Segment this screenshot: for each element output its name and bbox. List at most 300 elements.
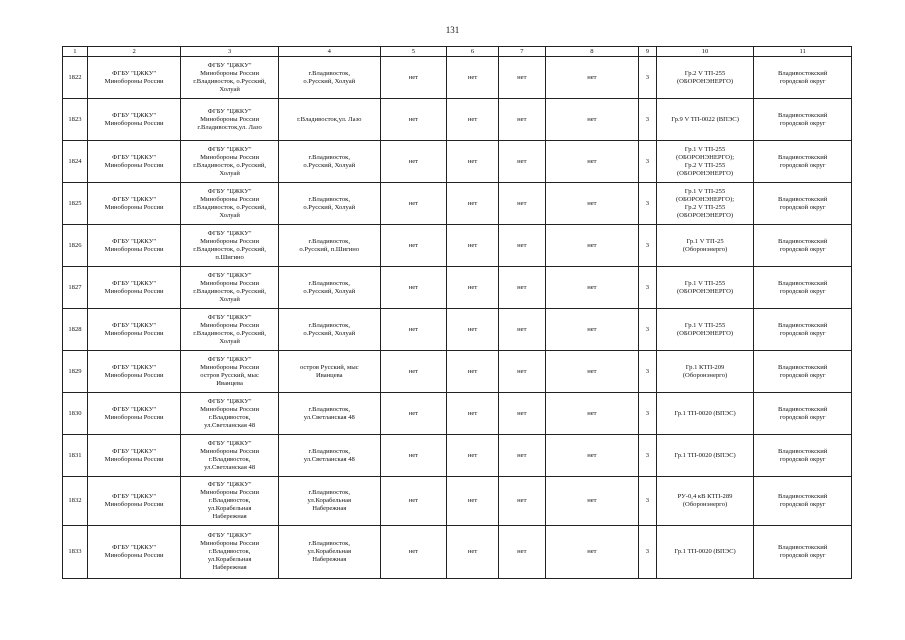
power-source-cell-line: Гр.2 V ТП-255 bbox=[684, 203, 726, 211]
column-9-cell: 3 bbox=[639, 57, 657, 99]
address-cell-line: о.Русский, Холуай bbox=[303, 287, 356, 295]
district-cell-line: Владивостокский bbox=[778, 153, 828, 161]
column-7-cell: нет bbox=[498, 526, 545, 579]
district-cell bbox=[754, 183, 852, 225]
district-cell-line: Владивостокский bbox=[778, 405, 828, 413]
owner-cell-line: Минобороны России bbox=[200, 363, 260, 371]
column-9-cell: 3 bbox=[639, 225, 657, 267]
district-cell bbox=[754, 351, 852, 393]
org-cell-line: ФГБУ "ЦЖКУ" bbox=[112, 69, 157, 77]
power-source-cell bbox=[656, 57, 754, 99]
row-number-cell: 1829 bbox=[63, 351, 88, 393]
column-9-cell: 3 bbox=[639, 351, 657, 393]
table-row bbox=[63, 526, 852, 579]
address-cell-line: г.Владивосток, bbox=[308, 237, 351, 245]
column-6-cell: нет bbox=[447, 141, 499, 183]
column-8-cell: нет bbox=[545, 57, 638, 99]
owner-cell-line: ФГБУ "ЦЖКУ" bbox=[207, 532, 252, 539]
column-header: 1 bbox=[63, 47, 88, 57]
district-cell-line: городской округ bbox=[779, 287, 826, 295]
owner-cell-line: ул.Светланская 48 bbox=[204, 463, 256, 471]
column-8-cell: нет bbox=[545, 526, 638, 579]
owner-cell bbox=[181, 57, 279, 99]
district-cell bbox=[754, 435, 852, 477]
power-source-cell bbox=[656, 225, 754, 267]
column-6-cell: нет bbox=[447, 435, 499, 477]
org-cell-line: Минобороны России bbox=[104, 203, 164, 211]
owner-cell-line: Минобороны России bbox=[200, 447, 260, 455]
table-row bbox=[63, 435, 852, 477]
owner-cell-line: г.Владивосток, о.Русский, bbox=[193, 287, 267, 295]
owner-cell-line: Минобороны России bbox=[200, 153, 260, 161]
owner-cell bbox=[181, 351, 279, 393]
address-cell-line: ул.Светланская 48 bbox=[303, 455, 355, 463]
org-cell-line: Минобороны России bbox=[104, 287, 164, 295]
table-row bbox=[63, 57, 852, 99]
address-cell-line: г.Владивосток, bbox=[308, 447, 351, 455]
org-cell-line: Минобороны России bbox=[104, 501, 164, 508]
district-cell-line: Владивостокский bbox=[778, 363, 828, 371]
district-cell bbox=[754, 477, 852, 526]
power-source-cell-line: (ОБОРОНЭНЕРГО); bbox=[676, 153, 735, 161]
address-cell bbox=[278, 477, 380, 526]
owner-cell-line: остров Русский, мыс bbox=[200, 371, 259, 379]
org-cell-line: Минобороны России bbox=[104, 413, 164, 421]
owner-cell bbox=[181, 526, 279, 579]
table-row bbox=[63, 351, 852, 393]
column-header: 9 bbox=[639, 47, 657, 57]
org-cell-line: ФГБУ "ЦЖКУ" bbox=[112, 363, 157, 371]
owner-cell-line: Минобороны России bbox=[200, 405, 260, 413]
column-6-cell: нет bbox=[447, 309, 499, 351]
org-cell bbox=[87, 267, 180, 309]
power-source-cell-line: (ОБОРОНЭНЕРГО) bbox=[676, 329, 734, 337]
district-cell-line: городской округ bbox=[779, 329, 826, 337]
power-source-cell bbox=[656, 141, 754, 183]
owner-cell-line: ул.Корабельная bbox=[207, 556, 252, 563]
org-cell-line: ФГБУ "ЦЖКУ" bbox=[112, 237, 157, 245]
address-cell-line: г.Владивосток, bbox=[308, 405, 351, 413]
column-7-cell: нет bbox=[498, 225, 545, 267]
table-row bbox=[63, 393, 852, 435]
address-cell bbox=[278, 435, 380, 477]
power-source-cell-line: Гр.1 КТП-209 bbox=[685, 363, 725, 371]
column-8-cell: нет bbox=[545, 477, 638, 526]
org-cell bbox=[87, 351, 180, 393]
column-6-cell: нет bbox=[447, 183, 499, 225]
page-number: 131 bbox=[445, 25, 460, 35]
district-cell-line: городской округ bbox=[779, 413, 826, 421]
power-source-cell-line: Гр.1 V ТП-255 bbox=[684, 187, 726, 195]
owner-cell-line: г.Владивосток, о.Русский, bbox=[193, 329, 267, 337]
owner-cell bbox=[181, 309, 279, 351]
address-cell-line: г.Владивосток, bbox=[308, 489, 351, 496]
address-cell bbox=[278, 225, 380, 267]
power-source-cell bbox=[656, 309, 754, 351]
table-row bbox=[63, 141, 852, 183]
column-7-cell: нет bbox=[498, 309, 545, 351]
power-source-cell-line: (ОБОРОНЭНЕРГО) bbox=[676, 77, 734, 85]
column-9-cell: 3 bbox=[639, 435, 657, 477]
org-cell-line: ФГБУ "ЦЖКУ" bbox=[112, 493, 157, 500]
district-cell bbox=[754, 57, 852, 99]
column-9-cell: 3 bbox=[639, 141, 657, 183]
owner-cell-line: ФГБУ "ЦЖКУ" bbox=[207, 271, 252, 279]
column-header: 4 bbox=[278, 47, 380, 57]
address-cell bbox=[278, 309, 380, 351]
owner-cell-line: г.Владивосток, bbox=[208, 455, 251, 463]
column-5-cell: нет bbox=[380, 393, 446, 435]
owner-cell-line: г.Владивосток, bbox=[208, 548, 251, 555]
owner-cell bbox=[181, 477, 279, 526]
table-row bbox=[63, 225, 852, 267]
owner-cell-line: г.Владивосток,ул. Лазо bbox=[197, 123, 262, 131]
column-header: 6 bbox=[447, 47, 499, 57]
address-cell-line: г.Владивосток,ул. Лазо bbox=[297, 115, 362, 123]
owner-cell-line: ФГБУ "ЦЖКУ" bbox=[207, 355, 252, 363]
org-cell-line: ФГБУ "ЦЖКУ" bbox=[112, 405, 157, 413]
power-source-cell bbox=[656, 435, 754, 477]
address-cell-line: г.Владивосток, bbox=[308, 153, 351, 161]
owner-cell-line: Минобороны России bbox=[200, 115, 260, 123]
district-cell-line: городской округ bbox=[779, 203, 826, 211]
column-7-cell: нет bbox=[498, 267, 545, 309]
owner-cell-line: г.Владивосток, bbox=[208, 413, 251, 421]
column-6-cell: нет bbox=[447, 477, 499, 526]
column-9-cell: 3 bbox=[639, 183, 657, 225]
owner-cell-line: ФГБУ "ЦЖКУ" bbox=[207, 61, 252, 69]
power-source-cell-line: (ОБОРОНЭНЕРГО); bbox=[676, 195, 735, 203]
column-6-cell: нет bbox=[447, 526, 499, 579]
owner-cell bbox=[181, 435, 279, 477]
owner-cell-line: Холуай bbox=[219, 337, 240, 345]
org-cell-line: ФГБУ "ЦЖКУ" bbox=[112, 279, 157, 287]
power-source-cell-line: Гр.2 V ТП-255 bbox=[684, 161, 726, 169]
column-header: 2 bbox=[87, 47, 180, 57]
district-cell-line: Владивостокский bbox=[778, 544, 828, 551]
address-cell-line: остров Русский, мыс bbox=[299, 363, 359, 371]
owner-cell-line: Минобороны России bbox=[200, 279, 260, 287]
owner-cell-line: Минобороны России bbox=[200, 195, 260, 203]
column-6-cell: нет bbox=[447, 393, 499, 435]
org-cell-line: ФГБУ "ЦЖКУ" bbox=[112, 544, 157, 551]
column-8-cell: нет bbox=[545, 435, 638, 477]
table-row bbox=[63, 477, 852, 526]
column-9-cell: 3 bbox=[639, 393, 657, 435]
district-cell bbox=[754, 393, 852, 435]
owner-cell-line: ФГБУ "ЦЖКУ" bbox=[207, 397, 252, 405]
column-7-cell: нет bbox=[498, 183, 545, 225]
column-header: 7 bbox=[498, 47, 545, 57]
column-5-cell: нет bbox=[380, 351, 446, 393]
column-8-cell: нет bbox=[545, 309, 638, 351]
address-cell bbox=[278, 57, 380, 99]
power-source-cell-line: Гр.1 V ТП-255 bbox=[684, 321, 726, 329]
org-cell bbox=[87, 225, 180, 267]
power-source-cell bbox=[656, 267, 754, 309]
column-5-cell: нет bbox=[380, 309, 446, 351]
org-cell bbox=[87, 183, 180, 225]
row-number-cell: 1825 bbox=[63, 183, 88, 225]
district-cell-line: городской округ bbox=[779, 161, 826, 169]
org-cell-line: ФГБУ "ЦЖКУ" bbox=[112, 447, 157, 455]
column-8-cell: нет bbox=[545, 99, 638, 141]
power-source-cell-line: Гр.1 ТП-0020 (ВПЭС) bbox=[674, 409, 736, 417]
table-body bbox=[63, 57, 852, 579]
table-row bbox=[63, 267, 852, 309]
org-cell-line: ФГБУ "ЦЖКУ" bbox=[112, 195, 157, 203]
row-number-cell: 1833 bbox=[63, 526, 88, 579]
power-source-cell-line: Гр.1 V ТП-255 bbox=[684, 145, 726, 153]
owner-cell-line: Минобороны России bbox=[200, 237, 260, 245]
district-cell-line: городской округ bbox=[779, 77, 826, 85]
org-cell-line: Минобороны России bbox=[104, 77, 164, 85]
owner-cell-line: Минобороны России bbox=[200, 540, 260, 547]
owner-cell-line: ФГБУ "ЦЖКУ" bbox=[207, 229, 252, 237]
power-source-cell-line: (Оборонэнерго) bbox=[682, 245, 728, 253]
column-7-cell: нет bbox=[498, 141, 545, 183]
org-cell-line: Минобороны России bbox=[104, 371, 164, 379]
column-5-cell: нет bbox=[380, 526, 446, 579]
address-cell-line: г.Владивосток, bbox=[308, 321, 351, 329]
district-cell-line: Владивостокский bbox=[778, 279, 828, 287]
address-cell bbox=[278, 526, 380, 579]
district-cell-line: городской округ bbox=[779, 455, 826, 463]
address-cell-line: г.Владивосток, bbox=[308, 69, 351, 77]
power-source-cell-line: (ОБОРОНЭНЕРГО) bbox=[676, 169, 734, 177]
power-source-cell-line: Гр.9 V ТП-0022 (ВПЭС) bbox=[671, 115, 739, 123]
district-cell-line: Владивостокский bbox=[778, 111, 828, 119]
district-cell-line: Владивостокский bbox=[778, 321, 828, 329]
address-cell-line: о.Русский, п.Шигино bbox=[299, 245, 360, 253]
address-cell-line: г.Владивосток, bbox=[308, 195, 351, 203]
district-cell-line: Владивостокский bbox=[778, 69, 828, 77]
column-5-cell: нет bbox=[380, 183, 446, 225]
column-5-cell: нет bbox=[380, 57, 446, 99]
column-7-cell: нет bbox=[498, 57, 545, 99]
power-source-cell-line: (Оборонэнерго) bbox=[682, 371, 728, 379]
power-source-cell-line: Гр.1 ТП-0020 (ВПЭС) bbox=[674, 548, 736, 555]
power-source-cell bbox=[656, 183, 754, 225]
district-cell-line: Владивостокский bbox=[778, 493, 828, 500]
address-cell-line: г.Владивосток, bbox=[308, 540, 351, 547]
owner-cell-line: Минобороны России bbox=[200, 489, 260, 496]
owner-cell bbox=[181, 183, 279, 225]
org-cell-line: ФГБУ "ЦЖКУ" bbox=[112, 111, 157, 119]
district-cell-line: Владивостокский bbox=[778, 237, 828, 245]
district-cell-line: городской округ bbox=[779, 119, 826, 127]
column-9-cell: 3 bbox=[639, 309, 657, 351]
address-cell bbox=[278, 393, 380, 435]
column-7-cell: нет bbox=[498, 393, 545, 435]
column-8-cell: нет bbox=[545, 183, 638, 225]
district-cell-line: городской округ bbox=[779, 552, 826, 559]
org-cell bbox=[87, 141, 180, 183]
power-source-cell bbox=[656, 393, 754, 435]
column-header: 8 bbox=[545, 47, 638, 57]
org-cell bbox=[87, 435, 180, 477]
power-source-cell-line: Гр.1 V ТП-255 bbox=[684, 279, 726, 287]
column-8-cell: нет bbox=[545, 267, 638, 309]
column-number-row bbox=[63, 47, 852, 57]
column-5-cell: нет bbox=[380, 141, 446, 183]
column-6-cell: нет bbox=[447, 57, 499, 99]
owner-cell-line: ФГБУ "ЦЖКУ" bbox=[207, 439, 252, 447]
column-6-cell: нет bbox=[447, 351, 499, 393]
org-cell-line: Минобороны России bbox=[104, 455, 164, 463]
row-number-cell: 1832 bbox=[63, 477, 88, 526]
owner-cell-line: Холуай bbox=[219, 295, 240, 303]
district-cell bbox=[754, 267, 852, 309]
owner-cell-line: Набережная bbox=[212, 564, 247, 571]
column-8-cell: нет bbox=[545, 351, 638, 393]
owner-cell bbox=[181, 393, 279, 435]
column-9-cell: 3 bbox=[639, 99, 657, 141]
district-cell-line: городской округ bbox=[779, 371, 826, 379]
district-cell-line: Владивостокский bbox=[778, 447, 828, 455]
district-cell-line: Владивостокский bbox=[778, 195, 828, 203]
district-cell bbox=[754, 141, 852, 183]
power-source-cell-line: (ОБОРОНЭНЕРГО) bbox=[676, 211, 734, 219]
row-number-cell: 1828 bbox=[63, 309, 88, 351]
power-source-cell-line: (Оборонэнерго) bbox=[682, 501, 728, 508]
column-5-cell: нет bbox=[380, 99, 446, 141]
address-cell bbox=[278, 267, 380, 309]
owner-cell-line: Холуай bbox=[219, 169, 240, 177]
org-cell-line: Минобороны России bbox=[104, 552, 164, 559]
column-7-cell: нет bbox=[498, 435, 545, 477]
table-row bbox=[63, 309, 852, 351]
power-source-cell bbox=[656, 351, 754, 393]
owner-cell-line: ФГБУ "ЦЖКУ" bbox=[207, 145, 252, 153]
address-cell-line: Иванцева bbox=[315, 371, 343, 379]
row-number-cell: 1831 bbox=[63, 435, 88, 477]
district-cell bbox=[754, 225, 852, 267]
power-source-cell bbox=[656, 99, 754, 141]
owner-cell-line: Иванцева bbox=[216, 379, 243, 387]
district-cell bbox=[754, 526, 852, 579]
table-row bbox=[63, 183, 852, 225]
column-5-cell: нет bbox=[380, 267, 446, 309]
owner-cell-line: ФГБУ "ЦЖКУ" bbox=[207, 481, 252, 488]
column-header: 10 bbox=[656, 47, 754, 57]
owner-cell-line: г.Владивосток, bbox=[208, 497, 251, 504]
address-cell-line: о.Русский, Холуай bbox=[303, 161, 356, 169]
owner-cell bbox=[181, 141, 279, 183]
org-cell bbox=[87, 57, 180, 99]
column-7-cell: нет bbox=[498, 477, 545, 526]
org-cell-line: ФГБУ "ЦЖКУ" bbox=[112, 153, 157, 161]
power-source-cell bbox=[656, 477, 754, 526]
address-cell-line: о.Русский, Холуай bbox=[303, 329, 356, 337]
power-source-cell-line: (ОБОРОНЭНЕРГО) bbox=[676, 287, 734, 295]
owner-cell-line: ФГБУ "ЦЖКУ" bbox=[207, 313, 252, 321]
owner-cell-line: Набережная bbox=[212, 513, 247, 520]
org-cell bbox=[87, 393, 180, 435]
org-cell bbox=[87, 526, 180, 579]
column-5-cell: нет bbox=[380, 477, 446, 526]
column-8-cell: нет bbox=[545, 393, 638, 435]
column-7-cell: нет bbox=[498, 351, 545, 393]
owner-cell-line: г.Владивосток, о.Русский, bbox=[193, 77, 267, 85]
address-cell-line: ул.Светланская 48 bbox=[303, 413, 355, 421]
address-cell bbox=[278, 183, 380, 225]
power-source-cell bbox=[656, 526, 754, 579]
org-cell bbox=[87, 477, 180, 526]
owner-cell-line: Холуай bbox=[219, 85, 240, 93]
data-table bbox=[62, 46, 852, 579]
column-9-cell: 3 bbox=[639, 526, 657, 579]
column-6-cell: нет bbox=[447, 99, 499, 141]
column-8-cell: нет bbox=[545, 141, 638, 183]
address-cell bbox=[278, 351, 380, 393]
row-number-cell: 1827 bbox=[63, 267, 88, 309]
address-cell-line: ул.Корабельная bbox=[307, 497, 352, 504]
owner-cell-line: ФГБУ "ЦЖКУ" bbox=[207, 187, 252, 195]
owner-cell-line: г.Владивосток, о.Русский, bbox=[193, 203, 267, 211]
district-cell bbox=[754, 99, 852, 141]
address-cell-line: Набережная bbox=[312, 505, 347, 512]
column-header: 3 bbox=[181, 47, 279, 57]
owner-cell-line: ул.Корабельная bbox=[207, 505, 252, 512]
owner-cell-line: ул.Светланская 48 bbox=[204, 421, 256, 429]
power-source-cell-line: Гр.1 V ТП-25 bbox=[686, 237, 724, 245]
column-7-cell: нет bbox=[498, 99, 545, 141]
address-cell-line: г.Владивосток, bbox=[308, 279, 351, 287]
power-source-cell-line: Гр.1 ТП-0020 (ВПЭС) bbox=[674, 451, 736, 459]
address-cell-line: ул.Корабельная bbox=[307, 548, 352, 555]
column-5-cell: нет bbox=[380, 435, 446, 477]
owner-cell bbox=[181, 225, 279, 267]
table-row bbox=[63, 99, 852, 141]
column-5-cell: нет bbox=[380, 225, 446, 267]
owner-cell-line: п.Шигино bbox=[215, 253, 244, 261]
org-cell-line: Минобороны России bbox=[104, 161, 164, 169]
address-cell bbox=[278, 141, 380, 183]
owner-cell-line: Холуай bbox=[219, 211, 240, 219]
district-cell-line: городской округ bbox=[779, 245, 826, 253]
column-header: 11 bbox=[754, 47, 852, 57]
column-header: 5 bbox=[380, 47, 446, 57]
org-cell bbox=[87, 309, 180, 351]
row-number-cell: 1830 bbox=[63, 393, 88, 435]
row-number-cell: 1823 bbox=[63, 99, 88, 141]
owner-cell-line: г.Владивосток, о.Русский, bbox=[193, 161, 267, 169]
column-6-cell: нет bbox=[447, 225, 499, 267]
district-cell-line: городской округ bbox=[779, 501, 826, 508]
org-cell-line: Минобороны России bbox=[104, 119, 164, 127]
owner-cell-line: ФГБУ "ЦЖКУ" bbox=[207, 107, 252, 115]
row-number-cell: 1826 bbox=[63, 225, 88, 267]
address-cell-line: о.Русский, Холуай bbox=[303, 77, 356, 85]
power-source-cell-line: Гр.2 V ТП-255 bbox=[684, 69, 726, 77]
org-cell-line: Минобороны России bbox=[104, 329, 164, 337]
column-9-cell: 3 bbox=[639, 267, 657, 309]
owner-cell bbox=[181, 99, 279, 141]
district-cell bbox=[754, 309, 852, 351]
address-cell-line: о.Русский, Холуай bbox=[303, 203, 356, 211]
address-cell-line: Набережная bbox=[312, 556, 347, 563]
address-cell bbox=[278, 99, 380, 141]
row-number-cell: 1822 bbox=[63, 57, 88, 99]
row-number-cell: 1824 bbox=[63, 141, 88, 183]
org-cell-line: ФГБУ "ЦЖКУ" bbox=[112, 321, 157, 329]
owner-cell-line: Минобороны России bbox=[200, 321, 260, 329]
org-cell-line: Минобороны России bbox=[104, 245, 164, 253]
org-cell bbox=[87, 99, 180, 141]
column-8-cell: нет bbox=[545, 225, 638, 267]
power-source-cell-line: РУ-0,4 кВ КТП-289 bbox=[677, 493, 733, 500]
